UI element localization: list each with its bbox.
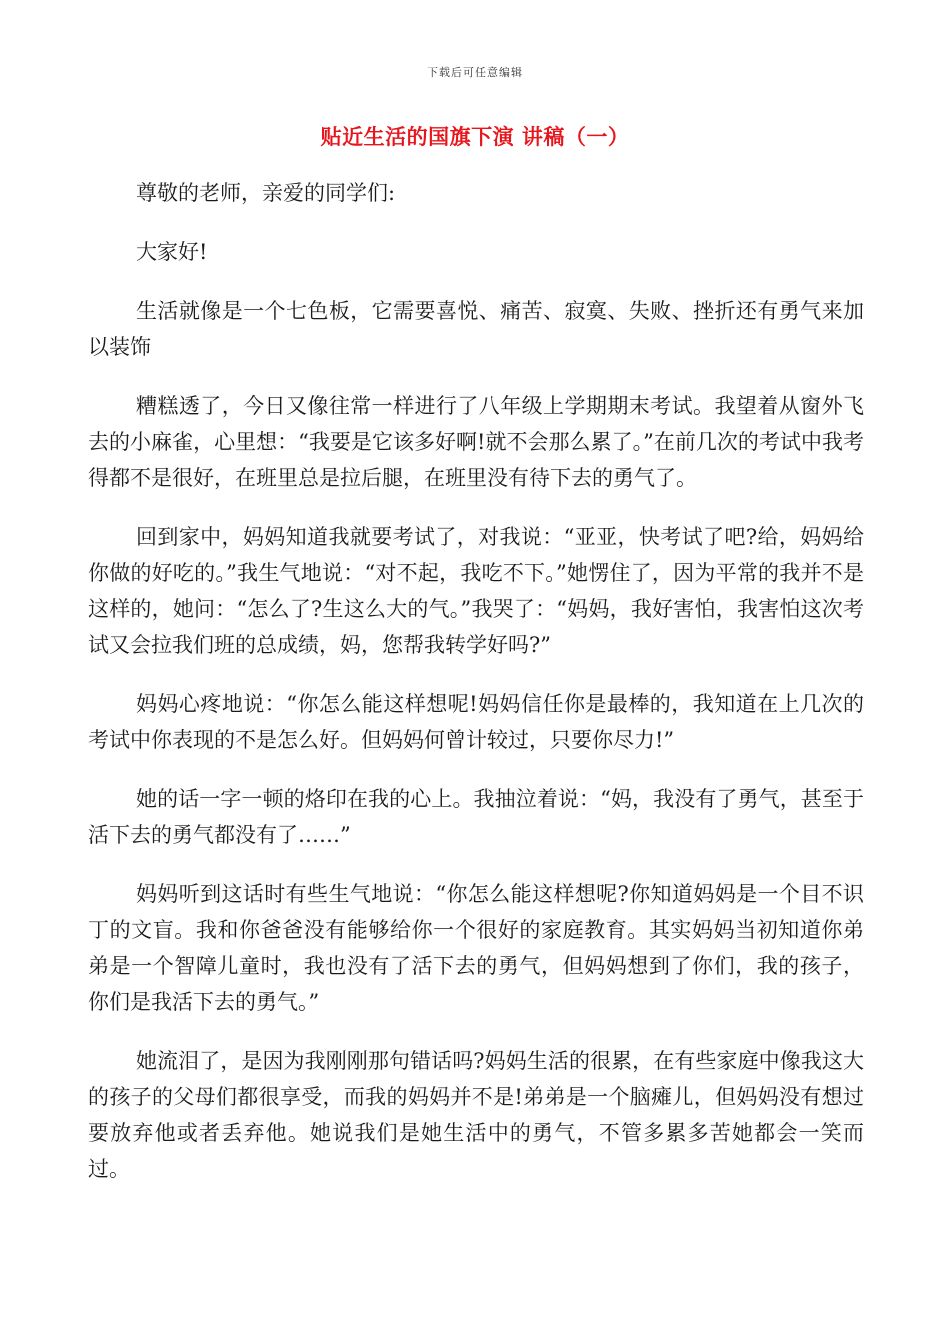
document-body	[88, 175, 864, 1210]
paragraph-hello: 大家好!	[136, 240, 208, 264]
paragraph: 她的话一字一顿的烙印在我的心上。我抽泣着说：“妈，我没有了勇气，甚至于活下去的勇气都没有了……”	[88, 787, 864, 847]
header-note: 下载后可任意编辑	[427, 66, 523, 79]
document-title: 贴近生活的国旗下演 讲稿（一）	[320, 124, 630, 149]
paragraph: 她流泪了，是因为我刚刚那句错话吗?妈妈生活的很累，在有些家庭中像我这大的孩子的父母们都很享受，而我的妈妈并不是!弟弟是一个脑瘫儿，但妈妈没有想过要放弃他或者丢弃他。她说我们是她生活中的勇气，不管多累多苦她都会一笑而过。	[88, 1049, 864, 1181]
paragraph-greeting: 尊敬的老师，亲爱的同学们:	[136, 181, 396, 205]
paragraph: 糟糕透了，今日又像往常一样进行了八年级上学期期末考试。我望着从窗外飞去的小麻雀，心里想：“我要是它该多好啊!就不会那么累了。”在前几次的考试中我考得都不是很好，在班里总是拉后腿，在班里没有待下去的勇气了。	[88, 394, 864, 490]
paragraph: 回到家中，妈妈知道我就要考试了，对我说：“亚亚，快考试了吧?给，妈妈给你做的好吃的。”我生气地说：“对不起，我吃不下。”她愣住了，因为平常的我并不是这样的，她问：“怎么了?生这么大的气。”我哭了：“妈妈，我好害怕，我害怕这次考试又会拉我们班的总成绩，妈，您帮我转学好吗?”	[88, 525, 864, 657]
paragraph: 妈妈听到这话时有些生气地说：“你怎么能这样想呢?你知道妈妈是一个目不识丁的文盲。我和你爸爸没有能够给你一个很好的家庭教育。其实妈妈当初知道你弟弟是一个智障儿童时，我也没有了活下去的勇气，但妈妈想到了你们，我的孩子，你们是我活下去的勇气。”	[88, 882, 864, 1014]
paragraph: 生活就像是一个七色板，它需要喜悦、痛苦、寂寞、失败、挫折还有勇气来加以装饰	[88, 299, 864, 359]
paragraph: 妈妈心疼地说：“你怎么能这样想呢!妈妈信任你是最棒的，我知道在上几次的考试中你表现的不是怎么好。但妈妈何曾计较过，只要你尽力!”	[88, 692, 864, 752]
